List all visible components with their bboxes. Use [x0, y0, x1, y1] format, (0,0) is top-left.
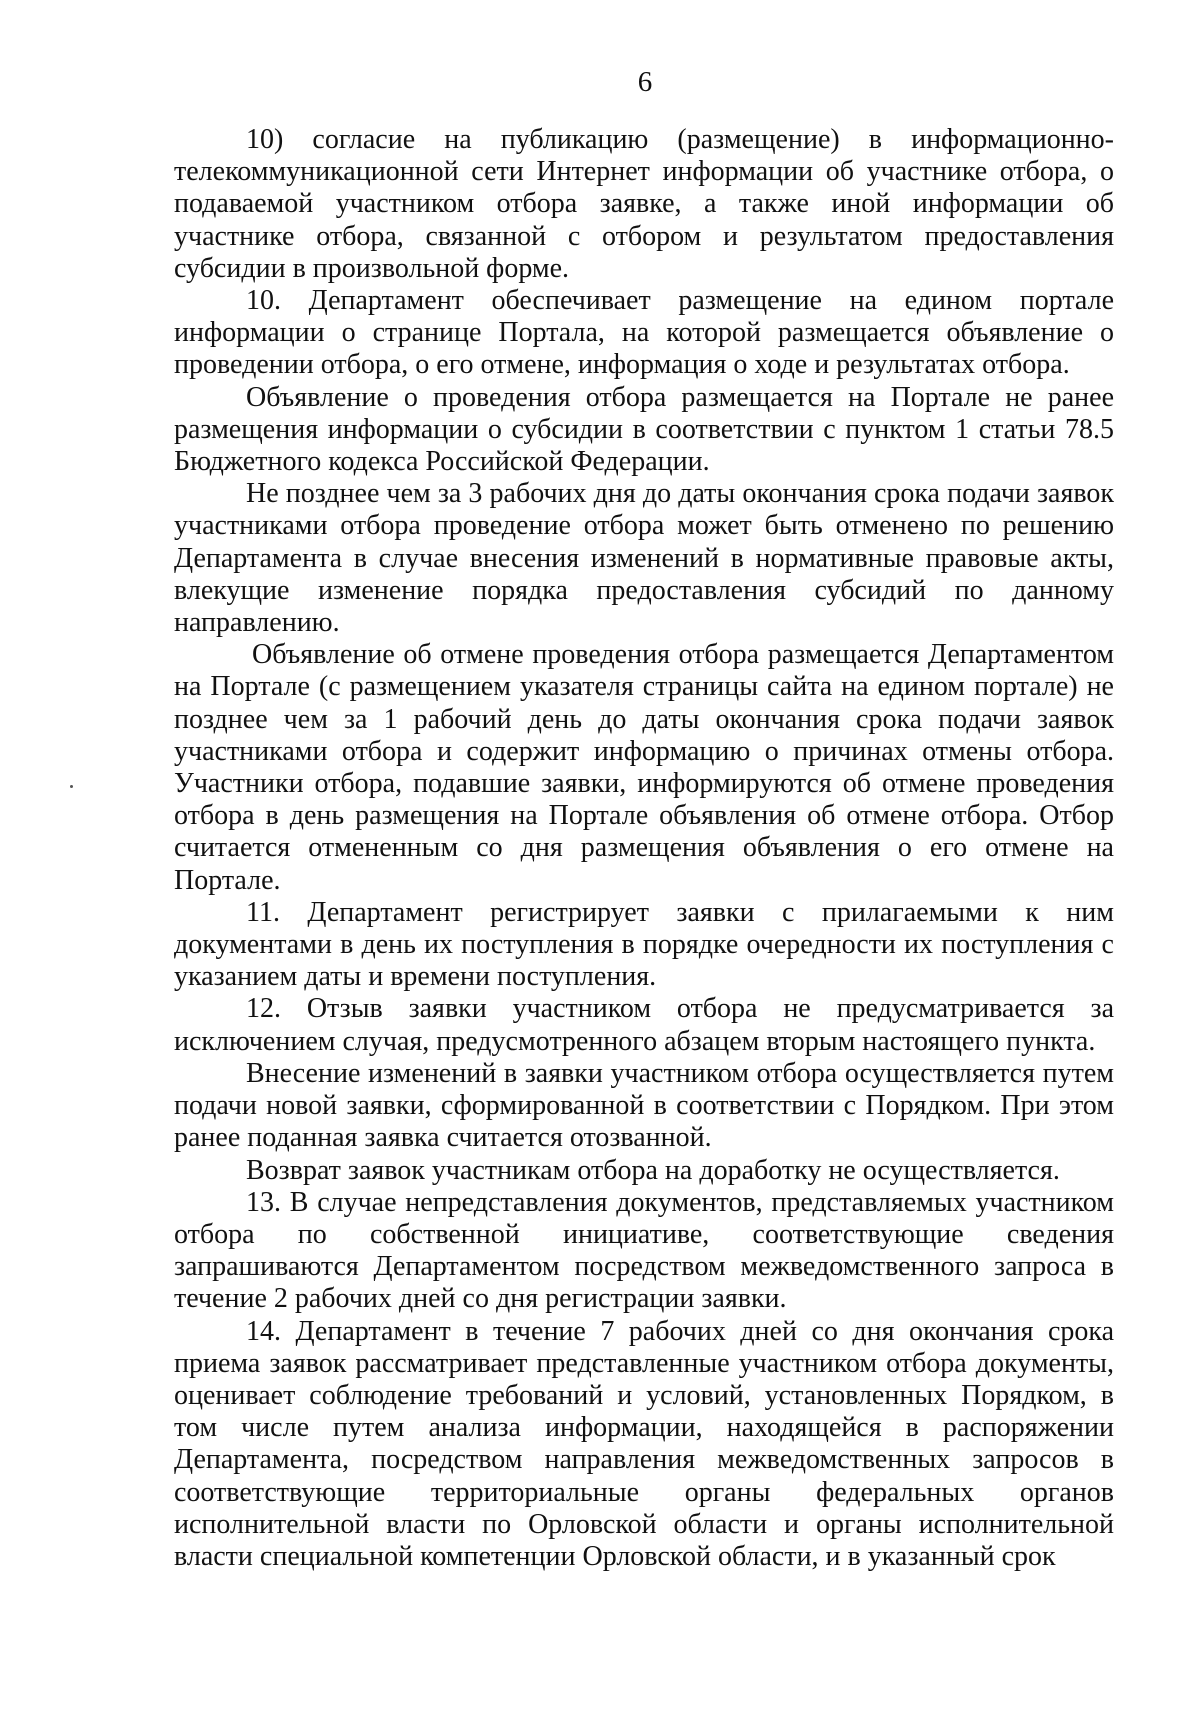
paragraph-item-12: 12. Отзыв заявки участником отбора не предусматривается за исключением случая, предусмотренного абзацем вторым настоящего пункта. — [174, 993, 1114, 1057]
document-body — [174, 124, 1114, 1573]
paragraph-cancellation-deadline: Не позднее чем за 3 рабочих дня до даты окончания срока подачи заявок участниками отбора проведение отбора может быть отменено по решению Департамента в случае внесения изменений в нормативные правовые акты, влекущие изменение порядка предоставления субсидий по данному направлению. — [174, 478, 1114, 639]
page-number: 6 — [637, 66, 653, 98]
scan-speck — [70, 785, 73, 788]
paragraph-cancellation-announcement: Объявление об отмене проведения отбора размещается Департаментом на Портале (с размещением указателя страницы сайта на едином портале) не позднее чем за 1 рабочий день до даты окончания срока подачи заявок участниками отбора и содержит информацию о причинах отмены отбора. Участники отбора, подавшие заявки, информируются об отмене проведения отбора в день размещения на Портале объявления об отмене отбора. Отбор считается отмененным со дня размещения объявления о его отмене на Портале. — [174, 639, 1114, 896]
paragraph-consent-publication: 10) согласие на публикацию (размещение) в информационно-телекоммуникационной сети Интернет информации об участнике отбора, о подаваемой участником отбора заявке, а также иной информации об участнике отбора, связанной с отбором и результатом предоставления субсидии в произвольной форме. — [174, 124, 1114, 284]
paragraph-announcement-placement: Объявление о проведения отбора размещается на Портале не ранее размещения информации о субсидии в соответствии с пунктом 1 статьи 78.5 Бюджетного кодекса Российской Федерации. — [174, 381, 1114, 478]
paragraph-item-13: 13. В случае непредставления документов, представляемых участником отбора по собственной инициативе, соответствующие сведения запрашиваются Департаментом посредством межведомственного запроса в течение 2 рабочих дней со дня регистрации заявки. — [174, 1186, 1114, 1315]
paragraph-no-return: Возврат заявок участникам отбора на доработку не осуществляется. — [246, 1154, 1060, 1186]
paragraph-item-14: 14. Департамент в течение 7 рабочих дней со дня окончания срока приема заявок рассматривает представленные участником отбора документы, оценивает соблюдение требований и условий, установленных Порядком, в том числе путем анализа информации, находящейся в распоряжении Департамента, посредством направления межведомственных запросов в соответствующие территориальные органы федеральных органов исполнительной власти по Орловской области и органы исполнительной власти специальной компетенции Орловской области, и в указанный срок — [174, 1315, 1114, 1572]
paragraph-item-11: 11. Департамент регистрирует заявки с прилагаемыми к ним документами в день их поступления в порядке очередности их поступления с указанием даты и времени поступления. — [174, 896, 1114, 993]
paragraph-item-10: 10. Департамент обеспечивает размещение на едином портале информации о странице Портала, на которой размещается объявление о проведении отбора, о его отмене, информация о ходе и результатах отбора. — [174, 285, 1114, 381]
paragraph-application-changes: Внесение изменений в заявки участником отбора осуществляется путем подачи новой заявки, сформированной в соответствии с Порядком. При этом ранее поданная заявка считается отозванной. — [174, 1057, 1114, 1154]
